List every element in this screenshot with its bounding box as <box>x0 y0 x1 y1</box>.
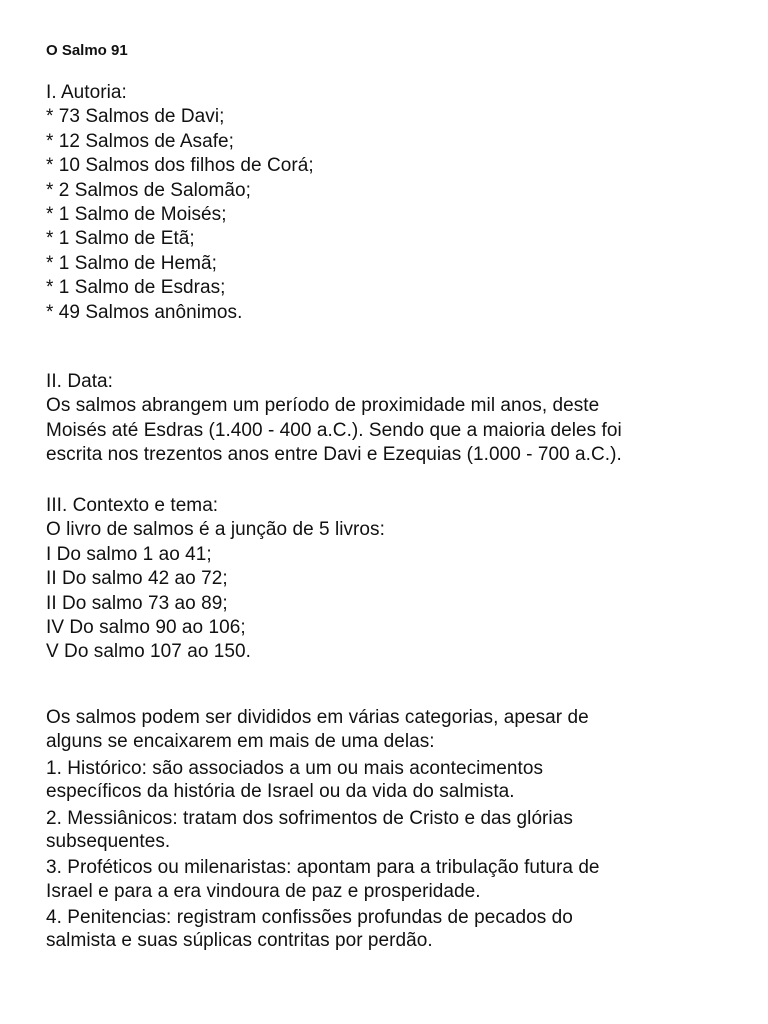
category-item-messianic <box>46 807 600 854</box>
list-item: I Do salmo 1 ao 41; <box>46 543 212 565</box>
list-item: * 12 Salmos de Asafe; <box>46 130 234 152</box>
paragraph-line: 4. Penitencias: registram confissões profundas de pecados do <box>46 906 573 928</box>
category-item-historical <box>46 757 600 804</box>
section-categories <box>46 706 600 953</box>
list-item: * 1 Salmo de Esdras; <box>46 277 226 299</box>
list-item: * 73 Salmos de Davi; <box>46 106 225 128</box>
list-item: * 1 Salmo de Hemã; <box>46 252 217 274</box>
category-item-prophetic <box>46 856 600 903</box>
paragraph-line: Israel e para a era vindoura de paz e prosperidade. <box>46 880 481 902</box>
document-title: O Salmo 91 <box>46 42 128 59</box>
categories-intro <box>46 706 600 755</box>
list-item: * 2 Salmos de Salomão; <box>46 179 251 201</box>
list-item: V Do salmo 107 ao 150. <box>46 641 251 663</box>
list-item: IV Do salmo 90 ao 106; <box>46 617 246 639</box>
paragraph-line: subsequentes. <box>46 831 171 853</box>
paragraph-line: Os salmos podem ser divididos em várias categorias, apesar de <box>46 707 589 728</box>
paragraph-line: alguns se encaixarem em mais de uma delas: <box>46 731 435 753</box>
list-item: II Do salmo 42 ao 72; <box>46 568 228 590</box>
list-item: * 10 Salmos dos filhos de Corá; <box>46 155 314 177</box>
paragraph-line: O livro de salmos é a junção de 5 livros: <box>46 519 385 541</box>
list-item: * 1 Salmo de Moisés; <box>46 204 227 226</box>
section-context <box>46 494 385 665</box>
paragraph-line: Moisés até Esdras (1.400 - 400 a.C.). Sendo que a maioria deles foi <box>46 419 622 441</box>
paragraph-line: escrita nos trezentos anos entre Davi e Ezequias (1.000 - 700 a.C.). <box>46 444 622 466</box>
category-item-penitential <box>46 906 600 953</box>
paragraph-line: 2. Messiânicos: tratam dos sofrimentos de Cristo e das glórias <box>46 807 573 829</box>
list-item: * 49 Salmos anônimos. <box>46 301 243 323</box>
paragraph-line: salmista e suas súplicas contritas por perdão. <box>46 930 433 952</box>
section-heading-authorship: I. Autoria: <box>46 82 127 103</box>
section-heading-context: III. Contexto e tema: <box>46 495 219 516</box>
section-date <box>46 370 622 468</box>
paragraph-line: específicos da história de Israel ou da vida do salmista. <box>46 781 515 803</box>
section-authorship <box>46 81 314 325</box>
paragraph-line: 1. Histórico: são associados a um ou mais acontecimentos <box>46 757 544 779</box>
list-item: II Do salmo 73 ao 89; <box>46 592 228 614</box>
paragraph-line: Os salmos abrangem um período de proximidade mil anos, deste <box>46 395 600 417</box>
list-item: * 1 Salmo de Etã; <box>46 228 195 250</box>
section-heading-date: II. Data: <box>46 371 113 392</box>
paragraph-line: 3. Proféticos ou milenaristas: apontam para a tribulação futura de <box>46 857 600 879</box>
